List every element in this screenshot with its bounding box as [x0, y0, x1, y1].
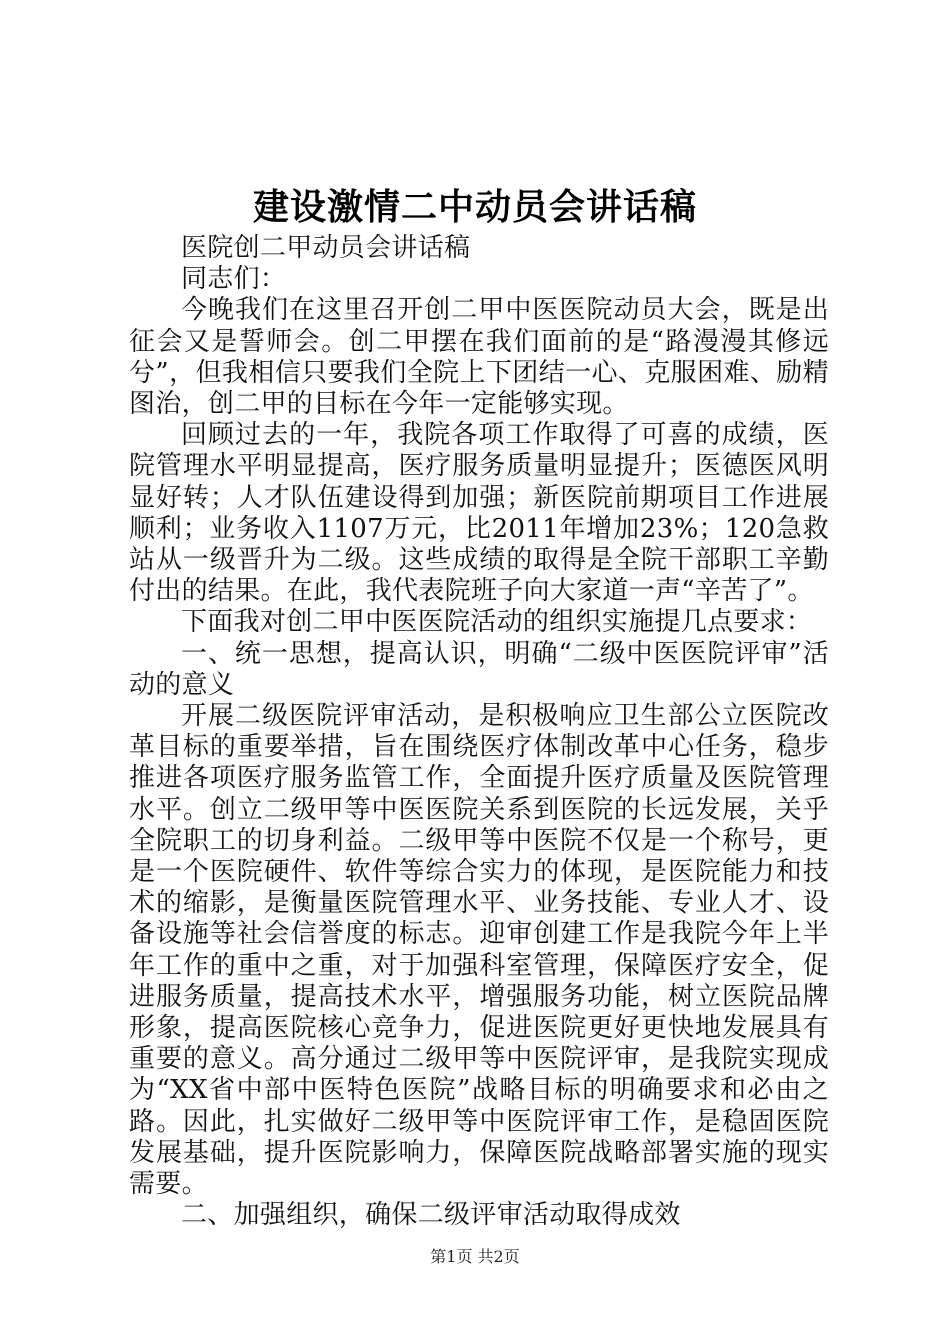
- paragraph-opening: 今晚我们在这里召开创二甲中医医院动员大会，既是出征会又是誓师会。创二甲摆在我们面前的是“路漫漫其修远兮”，但我相信只要我们全院上下团结一心、克服困难、励精图治，创二甲的目标在今年一定能够实现。: [129, 295, 829, 420]
- paragraph-significance: 开展二级医院评审活动，是积极响应卫生部公立医院改革目标的重要举措，旨在围绕医疗体制改革中心任务，稳步推进各项医疗服务监管工作，全面提升医疗质量及医院管理水平。创立二级甲等中医医院关系到医院的长远发展，关乎全院职工的切身利益。二级甲等中医院不仅是一个称号，更是一个医院硬件、软件等综合实力的体现，是医院能力和技术的缩影，是衡量医院管理水平、业务技能、专业人才、设备设施等社会信誉度的标志。迎审创建工作是我院今年上半年工作的重中之重，对于加强科室管理，保障医疗安全，促进服务质量，提高技术水平，增强服务功能，树立医院品牌形象，提高医院核心竞争力，促进医院更好更快地发展具有重要的意义。高分通过二级甲等中医院评审，是我院实现成为“XX省中部中医特色医院”战略目标的明确要求和必由之路。因此，扎实做好二级甲等中医院评审工作，是稳固医院发展基础，提升医院影响力，保障医院战略部署实施的现实需要。: [129, 701, 829, 1200]
- document-title: 建设激情二中动员会讲话稿: [252, 187, 697, 228]
- paragraph-salutation: 同志们：: [181, 264, 287, 295]
- section-heading-1: 一、统一思想，提高认识，明确“二级中医医院评审”活动的意义: [129, 638, 829, 700]
- paragraph-subtitle: 医院创二甲动员会讲话稿: [181, 233, 471, 263]
- section-heading-2: 二、加强组织，确保二级评审活动取得成效: [181, 1200, 681, 1231]
- document-body: [129, 233, 829, 1232]
- page-footer: 第1页 共2页: [430, 1247, 520, 1266]
- paragraph-requirements-intro: 下面我对创二甲中医医院活动的组织实施提几点要求：: [181, 607, 813, 638]
- paragraph-review: 回顾过去的一年，我院各项工作取得了可喜的成绩，医院管理水平明显提高，医疗服务质量明显提升；医德医风明显好转；人才队伍建设得到加强；新医院前期项目工作进展顺利；业务收入1107万元，比2011年增加23%；120急救站从一级晋升为二级。这些成绩的取得是全院干部职工辛勤付出的结果。在此，我代表院班子向大家道一声“辛苦了”。: [129, 420, 829, 607]
